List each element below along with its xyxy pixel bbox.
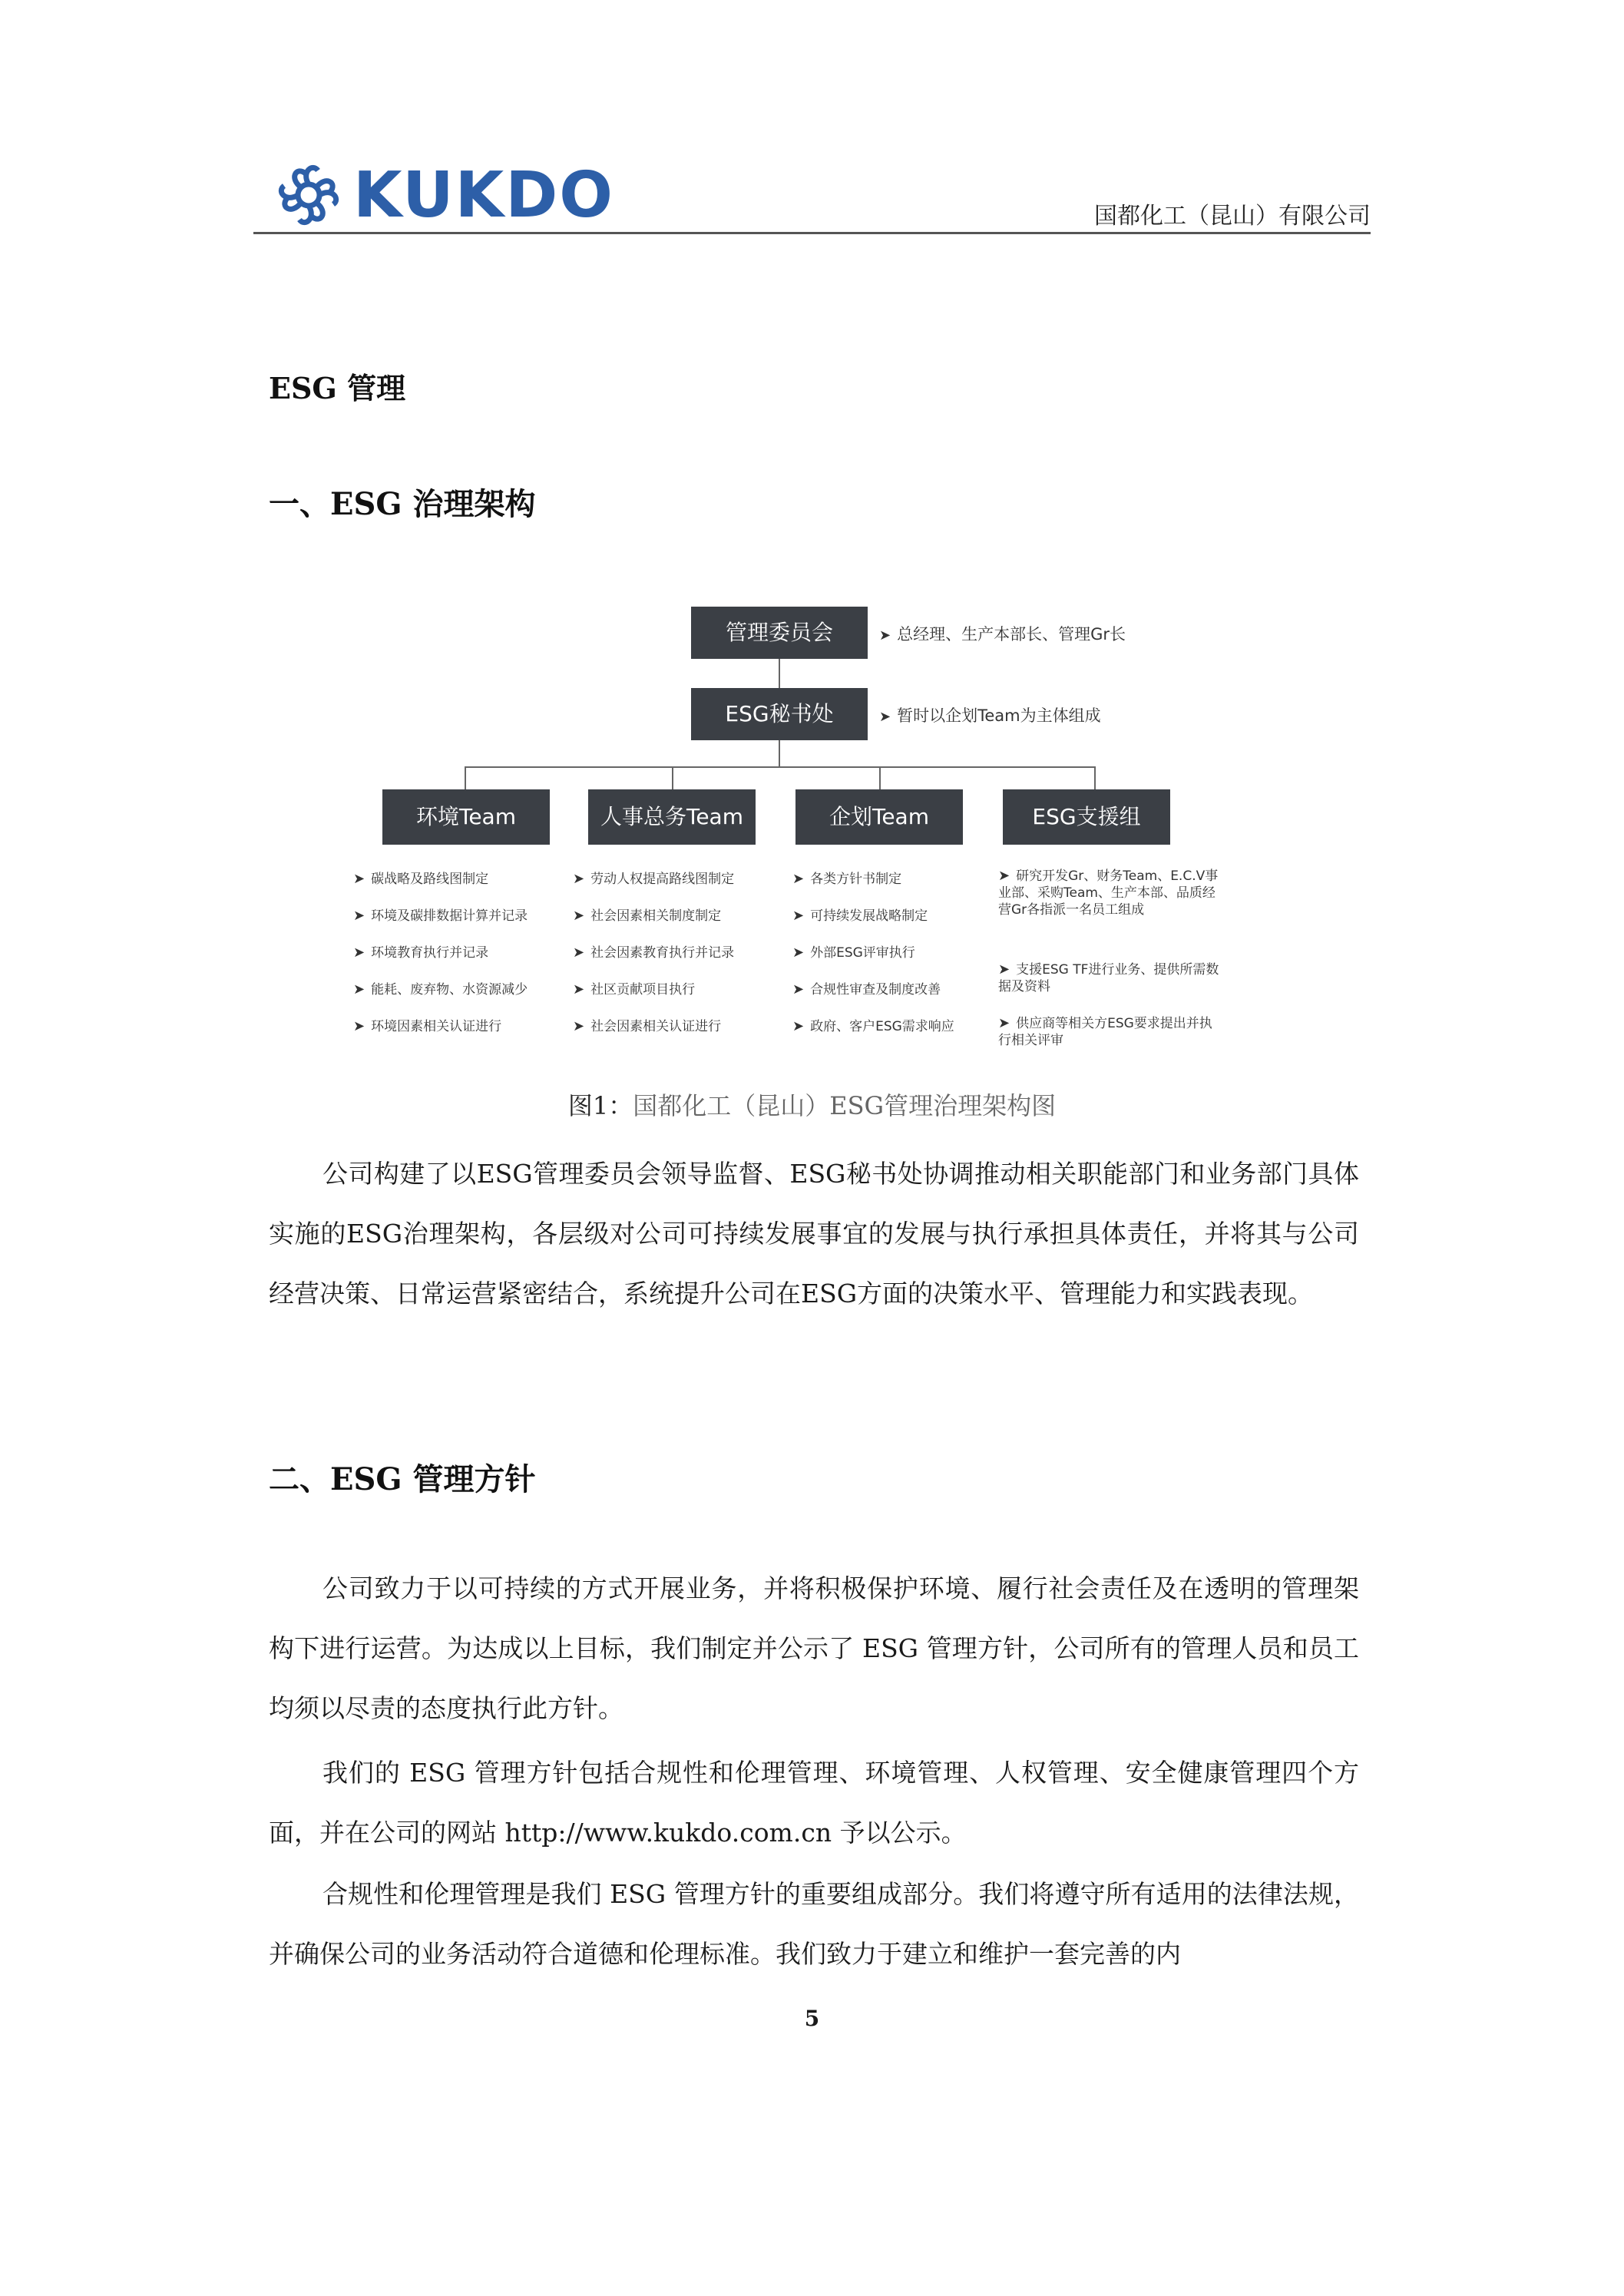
list-item: ➤ 环境因素相关认证进行 xyxy=(353,1018,502,1034)
paragraph-governance: 公司构建了以ESG管理委员会领导监督、ESG秘书处协调推动相关职能部门和业务部门具体实施的ESG治理架构，各层级对公司可持续发展事宜的发展与执行承担具体责任，并将其与公司经营决策、日常运营紧密结合，系统提升公司在ESG方面的决策水平、管理能力和实践表现。 xyxy=(269,1159,1359,1308)
figure-caption xyxy=(0,1087,1624,1122)
list-item: ➤ 能耗、废弃物、水资源减少 xyxy=(353,981,528,997)
org-chart xyxy=(338,591,1290,1067)
list-item: ➤ 外部ESG评审执行 xyxy=(792,945,915,961)
paragraph-compliance: 合规性和伦理管理是我们 ESG 管理方针的重要组成部分。我们将遵守所有适用的法律法规，并确保公司的业务活动符合道德和伦理标准。我们致力于建立和维护一套完善的内 xyxy=(269,1879,1359,1969)
list-item: ➤ 合规性审查及制度改善 xyxy=(792,981,941,997)
caption-label: 图1： xyxy=(567,1091,633,1120)
kukdo-flower-icon xyxy=(270,157,347,233)
connector-line xyxy=(1094,766,1096,789)
org-box-secretariat xyxy=(691,688,868,740)
page-number: 5 xyxy=(804,2006,820,2031)
connector-line xyxy=(779,740,780,766)
list-item: ➤ 社区贡献项目执行 xyxy=(573,981,696,997)
list-item: ➤ 社会因素教育执行并记录 xyxy=(573,945,735,961)
org-box-committee xyxy=(691,607,868,659)
company-name: 国都化工（昆山）有限公司 xyxy=(1094,203,1371,230)
org-box-esg-support-group: ESG支援组 xyxy=(1003,789,1170,845)
org-box-environment-team: 环境Team xyxy=(382,789,550,845)
org-note-committee: ➤ 总经理、生产本部长、管理Gr长 xyxy=(879,625,1126,643)
connector-line xyxy=(879,766,881,789)
list-item: ➤ 政府、客户ESG需求响应 xyxy=(792,1018,954,1034)
list-item: ➤ 各类方针书制定 xyxy=(792,871,902,887)
page-heading: ESG 管理 xyxy=(269,371,406,405)
list-item: ➤ 可持续发展战略制定 xyxy=(792,908,928,924)
paragraph-policy-scope: 我们的 ESG 管理方针包括合规性和伦理管理、环境管理、人权管理、安全健康管理四个方面，并在公司的网站 http://www.kukdo.com.cn 予以公示。 xyxy=(269,1758,1359,1848)
header-divider xyxy=(253,232,1371,234)
list-item: ➤ 社会因素相关制度制定 xyxy=(573,908,722,924)
section-1-title: 一、ESG 治理架构 xyxy=(269,486,536,522)
paragraph-policy-intro: 公司致力于以可持续的方式开展业务，并将积极保护环境、履行社会责任及在透明的管理架构下进行运营。为达成以上目标，我们制定并公示了 ESG 管理方针，公司所有的管理人员和员工均须以尽责的态度执行此方针。 xyxy=(269,1573,1359,1723)
list-item: ➤ 社会因素相关认证进行 xyxy=(573,1018,722,1034)
connector-bus xyxy=(465,766,1096,768)
org-box-label: ESG秘书处 xyxy=(725,701,834,726)
list-item: ➤ 环境及碳排数据计算并记录 xyxy=(353,908,528,924)
section-2-title: 二、ESG 管理方针 xyxy=(269,1461,536,1497)
connector-line xyxy=(672,766,673,789)
org-box-planning-team: 企划Team xyxy=(795,789,963,845)
connector-line xyxy=(779,659,780,688)
arrow-bullet-icon: ➤ xyxy=(879,709,891,725)
org-box-hr-team: 人事总务Team xyxy=(588,789,756,845)
list-item: ➤ 碳战略及路线图制定 xyxy=(353,871,489,887)
connector-line xyxy=(465,766,466,789)
list-item: ➤ 供应商等相关方ESG要求提出并执行相关评审 xyxy=(998,1015,1212,1048)
org-note-secretariat: ➤ 暂时以企划Team为主体组成 xyxy=(879,706,1101,725)
caption-text: 国都化工（昆山）ESG管理治理架构图 xyxy=(633,1091,1057,1120)
company-logo xyxy=(270,154,615,238)
logo-text: KUKDO xyxy=(353,159,615,232)
list-item: ➤ 支援ESG TF进行业务、提供所需数据及资料 xyxy=(998,961,1219,994)
list-item: ➤ 研究开发Gr、财务Team、E.C.V事业部、采购Team、生产本部、品质经营Gr各指派一名员工组成 xyxy=(998,868,1219,918)
list-item: ➤ 环境教育执行并记录 xyxy=(353,945,489,961)
org-box-label: 管理委员会 xyxy=(725,620,833,645)
arrow-bullet-icon: ➤ xyxy=(879,627,891,643)
list-item: ➤ 劳动人权提高路线图制定 xyxy=(573,871,735,887)
